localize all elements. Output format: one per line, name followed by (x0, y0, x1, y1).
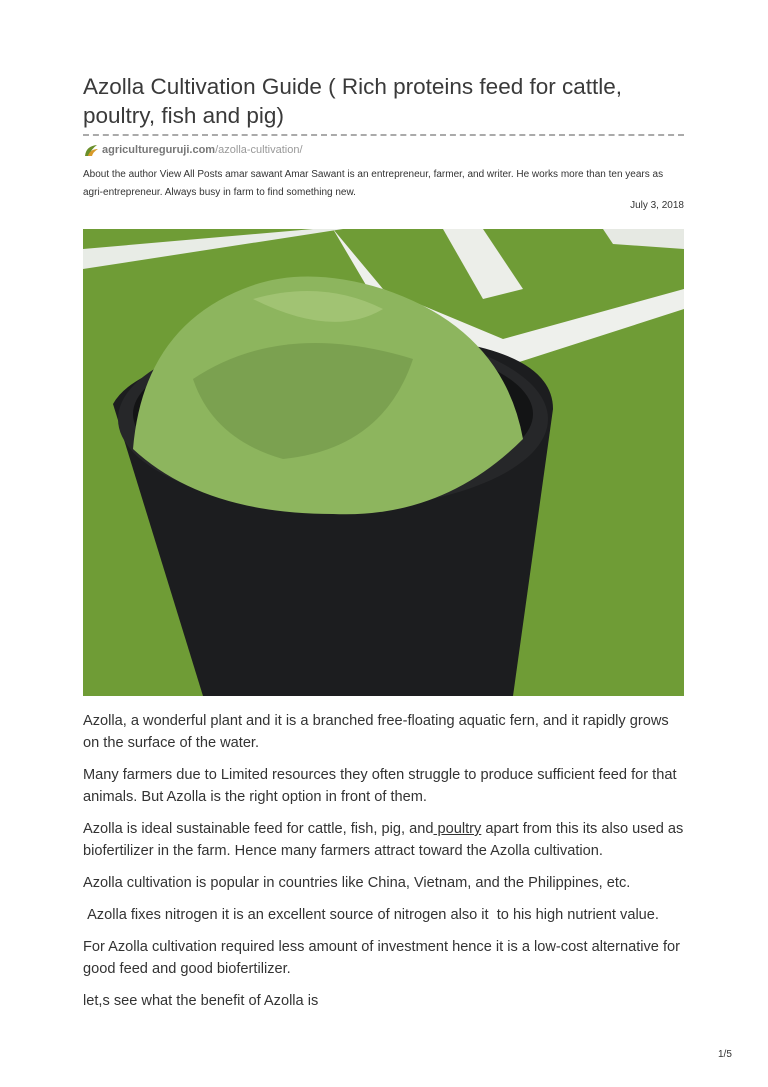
page-title: Azolla Cultivation Guide ( Rich proteins feed for cattle, poultry, fish and pig) (83, 74, 623, 128)
source-path: /azolla-cultivation/ (215, 144, 303, 156)
paragraph: Azolla cultivation is popular in countries like China, Vietnam, and the Philippines, etc. (83, 875, 631, 891)
divider (83, 134, 684, 136)
paragraph: Many farmers due to Limited resources they often struggle to produce sufficient feed for that animals. But Azolla is the right option in front of them. (83, 767, 677, 805)
paragraph-text: apart from this its also used as biofertilizer in the farm. Hence many farmers attract toward the Azolla cultivation. (83, 821, 684, 859)
azolla-photo (83, 229, 684, 696)
source-domain: agricultureguruji.com (102, 144, 216, 156)
paragraph: For Azolla cultivation required less amount of investment hence it is a low-cost alternative for good feed and good biofertilizer. (83, 939, 681, 977)
page-number: 1/5 (718, 1049, 732, 1060)
site-logo-icon (83, 143, 99, 157)
paragraph (83, 818, 688, 862)
poultry-link[interactable]: poultry (433, 821, 482, 837)
publish-date: July 3, 2018 (630, 200, 684, 211)
author-bio: About the author View All Posts amar sawant Amar Sawant is an entrepreneur, farmer, and writer. He works more than ten years as agri-entrepreneur. Always busy in farm to find something new. (83, 169, 664, 198)
article-body (83, 710, 688, 1022)
paragraph: let,s see what the benefit of Azolla is (83, 993, 319, 1009)
source-link[interactable] (83, 143, 303, 157)
paragraph: Azolla, a wonderful plant and it is a branched free-floating aquatic fern, and it rapidly grows on the surface of the water. (83, 713, 669, 751)
paragraph: Azolla fixes nitrogen it is an excellent source of nitrogen also it to his high nutrient value. (83, 907, 659, 923)
paragraph-text: Azolla is ideal sustainable feed for cattle, fish, pig, and (83, 821, 434, 837)
